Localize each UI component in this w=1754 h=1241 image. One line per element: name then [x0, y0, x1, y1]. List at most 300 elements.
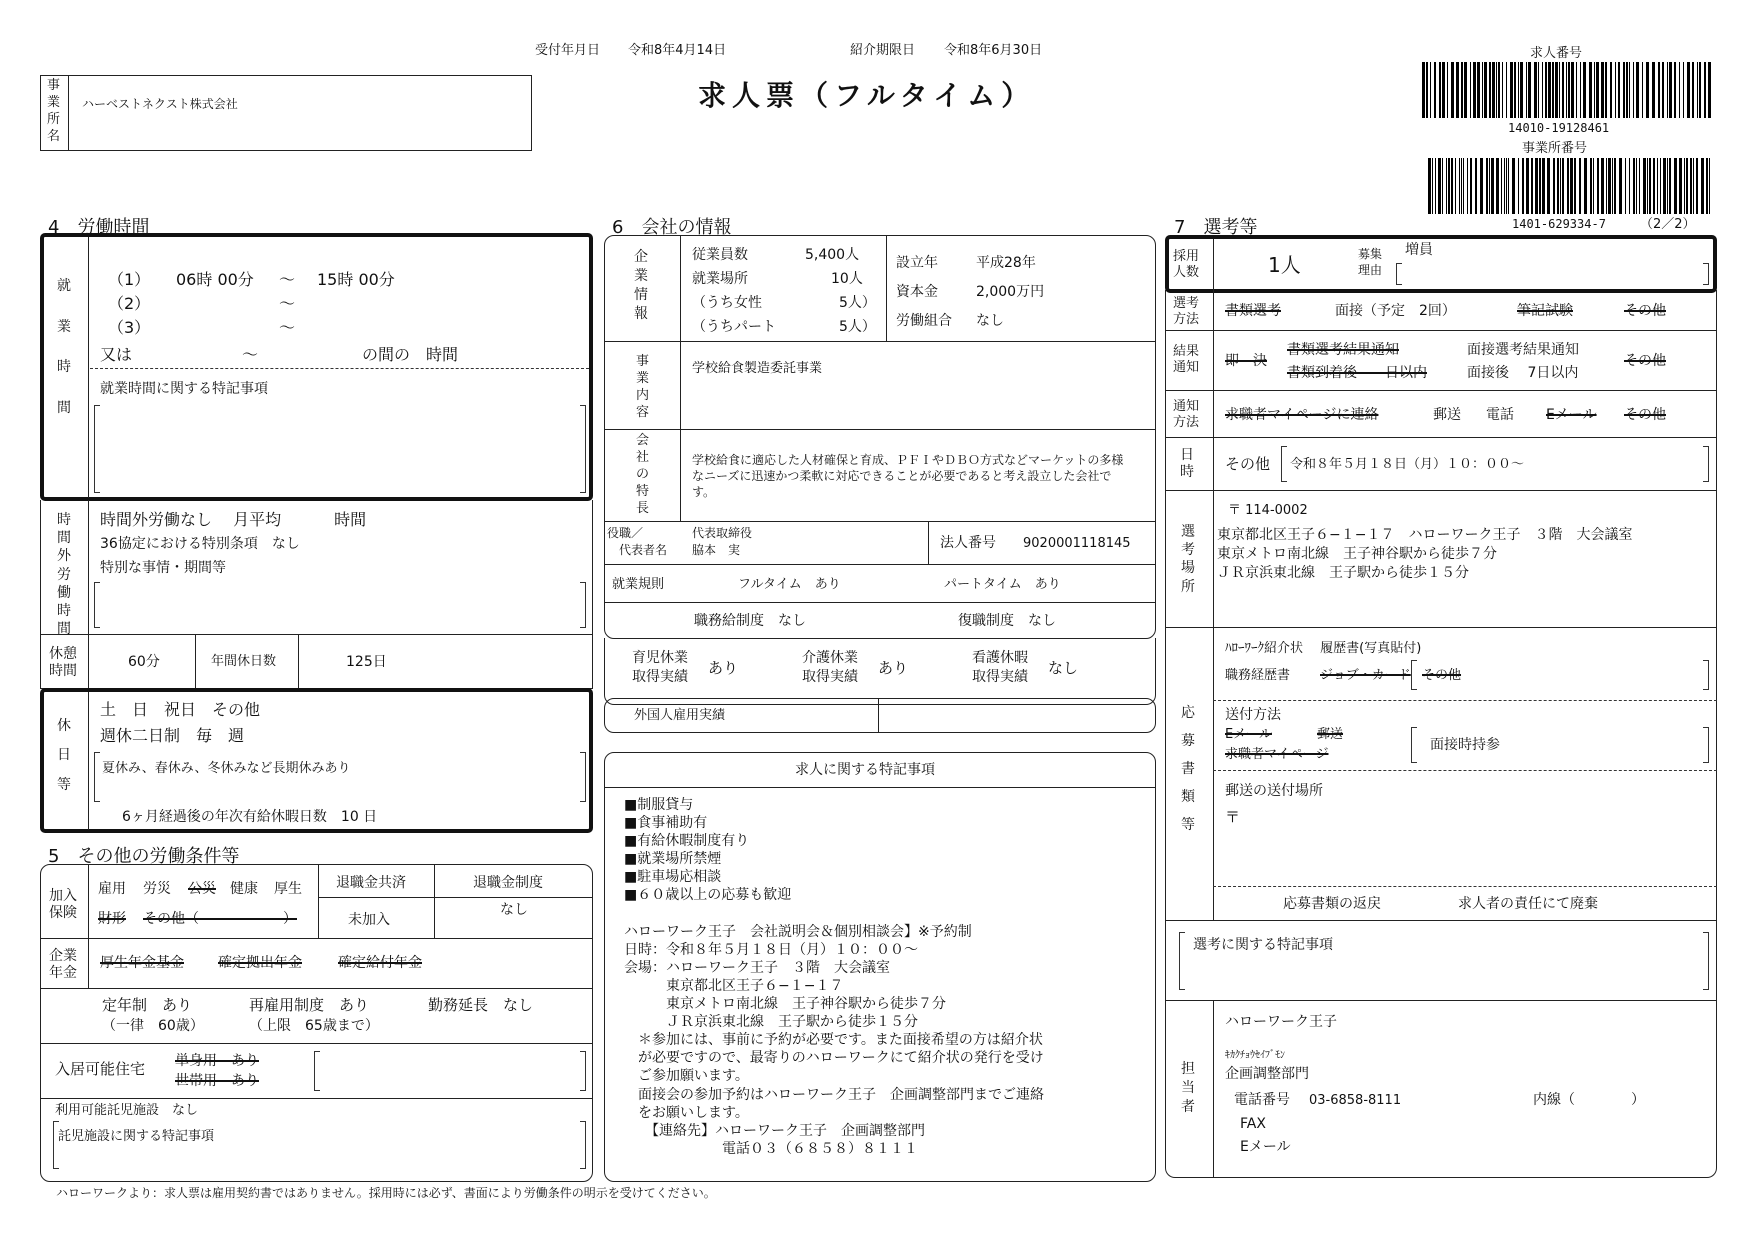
barcode-bar	[1526, 158, 1529, 214]
nursing-leave-value: なし	[1048, 659, 1079, 677]
docs-other: その他	[1422, 668, 1462, 683]
send-mail: 郵送	[1317, 727, 1344, 742]
barcode-bar	[1492, 62, 1495, 118]
barcode-bar	[1501, 158, 1502, 214]
reinstate: 復職制度 なし	[958, 613, 1056, 629]
barcode-bar	[1704, 62, 1706, 118]
barcode-bar	[1629, 158, 1630, 214]
barcode-bar	[1442, 62, 1445, 118]
barcode-bar	[1518, 62, 1519, 118]
notify-label: 通知方法	[1173, 399, 1200, 430]
business-value: 学校給食製造委託事業	[692, 361, 823, 376]
hours-row-1-start: 06時 00分	[176, 270, 254, 289]
barcode-bar	[1448, 158, 1450, 214]
barcode-bar	[1459, 158, 1460, 214]
nursing-leave-label-1: 看護休暇	[972, 650, 1028, 666]
ins-zaikei: 財形	[98, 911, 126, 927]
barcode-bar	[1520, 62, 1523, 118]
phone-value: 03-6858-8111	[1309, 1093, 1402, 1108]
barcode-bar	[1531, 158, 1533, 214]
barcode-bar	[1658, 62, 1660, 118]
barcode-bar	[1693, 158, 1694, 214]
barcode-bar	[1646, 62, 1649, 118]
barcode-bar	[1518, 158, 1519, 214]
barcode-bar	[1489, 158, 1490, 214]
barcode-bar	[1639, 158, 1640, 214]
rules-full: フルタイム あり	[738, 577, 841, 592]
barcode-bar	[1590, 158, 1592, 214]
job-number-label: 求人番号	[1530, 46, 1583, 61]
barcode-bar	[1629, 62, 1630, 118]
barcode-bar	[1568, 62, 1570, 118]
barcode-bar	[1610, 62, 1612, 118]
office-number-barcode	[1428, 158, 1713, 214]
overtime-label: 時 間 外 労 働 時 間	[57, 512, 71, 638]
notify-email: Eメール	[1546, 407, 1597, 423]
barcode-bar	[1608, 158, 1611, 214]
docs-line-1: ﾊﾛｰﾜｰｸ紹介状 履歴書(写真貼付)	[1225, 641, 1422, 656]
capital-label: 資本金	[896, 284, 938, 300]
work-hours-label: 就 業 時 間	[57, 278, 71, 416]
barcode-bar	[1686, 158, 1688, 214]
rep-label-1: 役職／	[607, 526, 644, 540]
company-info-box	[604, 235, 1156, 639]
corp-pension-1: 厚生年金基金	[100, 955, 184, 971]
job-note-line: ハローワーク王子 会社説明会＆個別相談会】※予約制	[624, 923, 972, 940]
barcode-bar	[1467, 158, 1468, 214]
union-label: 労働組合	[896, 313, 952, 329]
ins-other: その他（ ）	[143, 911, 297, 927]
barcode-bar	[1580, 62, 1581, 118]
hours-row-1-end: 15時 00分	[317, 270, 395, 289]
method-written: 筆記試験	[1517, 303, 1573, 319]
barcode-bar	[1606, 158, 1607, 214]
barcode-bar	[1584, 158, 1587, 214]
hours-row-2-tilde: 〜	[279, 294, 296, 313]
barcode-bar	[1560, 158, 1561, 214]
job-note-line: をお願いします。	[624, 1104, 749, 1121]
hours-row-3-tilde: 〜	[279, 318, 296, 337]
barcode-bar	[1574, 158, 1576, 214]
job-number: 14010-19128461	[1508, 121, 1610, 135]
barcode-bar	[1566, 62, 1567, 118]
barcode-bar	[1687, 62, 1690, 118]
job-pay: 職務給制度 なし	[694, 613, 806, 629]
corp-pension-label: 企業年金	[49, 948, 77, 981]
job-note-line	[624, 905, 1144, 923]
barcode-bar	[1426, 62, 1428, 118]
job-note-line: ■６０歳以上の応募も歓迎	[624, 887, 792, 904]
barcode-bar	[1447, 62, 1448, 118]
holiday-label: 休 日 等	[57, 718, 71, 793]
barcode-bar	[1626, 62, 1628, 118]
method-other: その他	[1624, 303, 1666, 319]
barcode-bar	[1667, 158, 1668, 214]
notify-mypage: 求職者マイページに連絡	[1225, 407, 1379, 423]
break-label: 休憩時間	[49, 646, 77, 679]
overtime-line: 時間外労働なし 月平均 時間	[100, 510, 367, 529]
housing-single: 単身用 あり	[175, 1053, 259, 1069]
hours-special-label: 就業時間に関する特記事項	[100, 381, 268, 397]
return-value: 求人者の責任にて廃棄	[1458, 896, 1598, 912]
holiday-days: 土 日 祝日 その他	[100, 700, 261, 719]
job-note-line: 東京メトロ南北線 王子神谷駅から徒歩７分	[624, 996, 946, 1013]
barcode-bar	[1576, 62, 1577, 118]
section-7-title: 7 選考等	[1174, 217, 1258, 238]
barcode-bar	[1559, 62, 1560, 118]
extension: 勤務延長 なし	[428, 996, 534, 1014]
company-label: 事 業 所 名	[47, 78, 61, 144]
housing-family: 世帯用 あり	[175, 1073, 259, 1089]
ins-kousai: 公災	[188, 881, 216, 897]
foreign-label: 外国人雇用実績	[634, 708, 726, 723]
reason-label-2: 理由	[1358, 263, 1383, 277]
job-note-line: ＊参加には、事前に予約が必要です。また面接希望の方は紹介状	[624, 1032, 1043, 1049]
barcode-bar	[1567, 158, 1569, 214]
barcode-bar	[1484, 62, 1487, 118]
business-label: 事 業 内 容	[636, 354, 650, 420]
women-label: （うち女性	[692, 295, 762, 311]
job-note-line: 日時：令和８年５月１８日（月）１０：００〜	[624, 941, 918, 958]
barcode-bar	[1618, 62, 1620, 118]
barcode-bar	[1552, 62, 1554, 118]
overtime-special: 特別な事情・期間等	[100, 560, 226, 576]
workplace-value: 10人	[831, 271, 863, 287]
barcode-bar	[1663, 158, 1666, 214]
hire-label: 採用人数	[1173, 249, 1200, 280]
result-doc-1: 書類選考結果通知	[1287, 342, 1399, 358]
address-label: 郵送の送付場所	[1225, 783, 1323, 799]
barcode-bar	[1473, 62, 1476, 118]
result-other: その他	[1624, 353, 1666, 369]
barcode-bar	[1464, 62, 1467, 118]
barcode-bar	[1475, 158, 1477, 214]
deadline-date: 令和8年6月30日	[944, 43, 1043, 58]
barcode-bar	[1647, 158, 1648, 214]
rehire: 再雇用制度 あり	[249, 996, 370, 1014]
docs-jobcard: ジョブ・カード	[1320, 668, 1411, 683]
barcode-bar	[1486, 158, 1488, 214]
corp-no: 9020001118145	[1023, 536, 1131, 551]
retire-age: 定年制 あり	[102, 996, 193, 1014]
barcode-bar	[1683, 62, 1684, 118]
result-doc-2: 書類到着後 日以内	[1287, 365, 1427, 381]
section-5-title: 5 その他の労働条件等	[48, 846, 240, 867]
rules-label: 就業規則	[612, 577, 665, 592]
barcode-bar	[1674, 62, 1676, 118]
retire-system-label: 退職金制度	[473, 875, 543, 891]
phone-label: 電話番号	[1234, 1092, 1290, 1108]
hours-or-tilde: 〜	[242, 345, 259, 364]
result-interview-2: 面接後 7日以内	[1467, 365, 1579, 381]
deadline-label: 紹介期限日	[850, 43, 916, 58]
barcode-bar	[1422, 62, 1425, 118]
send-label: 送付方法	[1225, 707, 1281, 723]
notify-other: その他	[1624, 407, 1666, 423]
ins-rosai: 労災	[143, 881, 171, 897]
barcode-bar	[1455, 158, 1456, 214]
place-label: 選 考 場 所	[1181, 524, 1195, 595]
received-label: 受付年月日	[535, 43, 601, 58]
barcode-bar	[1512, 158, 1515, 214]
barcode-bar	[1633, 158, 1635, 214]
send-note: 面接時持参	[1430, 737, 1500, 753]
ins-pension: 厚生	[274, 881, 302, 897]
barcode-bar	[1434, 62, 1436, 118]
barcode-bar	[1669, 158, 1671, 214]
ins-employment: 雇用	[98, 881, 126, 897]
notify-mail: 郵送	[1433, 407, 1461, 423]
barcode-bar	[1430, 62, 1431, 118]
barcode-bar	[1553, 158, 1555, 214]
send-email: Eメール	[1225, 727, 1272, 742]
hours-row-1-tilde: 〜	[279, 270, 296, 289]
barcode-bar	[1461, 158, 1462, 214]
barcode-bar	[1451, 62, 1454, 118]
barcode-bar	[1514, 62, 1516, 118]
founded-label: 設立年	[896, 255, 938, 271]
barcode-bar	[1526, 62, 1527, 118]
email-label: Eメール	[1240, 1139, 1291, 1155]
corp-pension-3: 確定給付年金	[338, 955, 422, 971]
barcode-bar	[1470, 158, 1472, 214]
break-value: 60分	[128, 654, 160, 670]
method-label: 選考方法	[1173, 296, 1200, 327]
founded-value: 平成28年	[976, 255, 1036, 271]
barcode-bar	[1589, 62, 1592, 118]
job-note-line: 【連絡先】ハローワーク王子 企画調整部門	[624, 1122, 925, 1139]
retire-mutual-label: 退職金共済	[336, 875, 406, 891]
page-number: （2／2）	[1640, 217, 1696, 232]
reason-label-1: 募集	[1358, 247, 1383, 261]
barcode-bar	[1496, 62, 1497, 118]
feature-label: 会 社 の 特 長	[636, 433, 650, 516]
barcode-bar	[1706, 158, 1708, 214]
corp-no-label: 法人番号	[940, 535, 996, 551]
barcode-bar	[1555, 62, 1558, 118]
hours-row-1-number: （1）	[108, 270, 151, 289]
care-leave-label-2: 取得実績	[802, 669, 858, 685]
part-value: 5人）	[839, 319, 876, 335]
part-label: （うちパート	[692, 319, 776, 335]
housing-label: 入居可能住宅	[55, 1060, 146, 1078]
result-immediate: 即 決	[1225, 353, 1267, 369]
barcode-bar	[1643, 158, 1646, 214]
barcode-bar	[1579, 158, 1581, 214]
selection-notes-label: 選考に関する特記事項	[1193, 937, 1333, 953]
barcode-bar	[1557, 158, 1559, 214]
retire-mutual-value: 未加入	[348, 912, 390, 928]
job-note-line: ■食事補助有	[624, 815, 708, 832]
fax-label: FAX	[1240, 1116, 1266, 1132]
insurance-label: 加入保険	[49, 888, 77, 921]
barcode-bar	[1482, 62, 1483, 118]
barcode-bar	[1642, 62, 1643, 118]
barcode-bar	[1583, 62, 1586, 118]
barcode-bar	[1649, 158, 1651, 214]
footer-note: ハローワークより：求人票は雇用契約書ではありません。採用時には必ず、書面により労働条件の明示を受けてください。	[56, 1186, 716, 1200]
contact-dept: 企画調整部門	[1225, 1066, 1309, 1082]
barcode-bar	[1562, 62, 1564, 118]
place-zip: 〒 114-0002	[1228, 503, 1308, 518]
date-value: 令和８年５月１８日（月）１０：００〜	[1290, 457, 1525, 472]
annual-holidays-label: 年間休日数	[211, 654, 277, 669]
barcode-bar	[1684, 158, 1685, 214]
job-note-line: が必要ですので、最寄りのハローワークにて紹介状の発行を受け	[624, 1050, 1044, 1067]
women-value: 5人）	[839, 295, 876, 311]
barcode-bar	[1699, 62, 1701, 118]
docs-cv: 職務経歴書	[1225, 668, 1291, 683]
barcode-bar	[1667, 62, 1668, 118]
barcode-bar	[1534, 62, 1537, 118]
barcode-bar	[1571, 62, 1574, 118]
job-note-line: ■就業場所禁煙	[624, 851, 722, 868]
date-other: その他	[1225, 455, 1271, 473]
barcode-bar	[1669, 62, 1672, 118]
docs-label: 応 募 書 類 等	[1181, 705, 1195, 833]
barcode-bar	[1522, 158, 1524, 214]
ins-health: 健康	[230, 881, 258, 897]
job-note-line: 東京都北区王子６−１−１７	[624, 977, 844, 994]
barcode-bar	[1596, 62, 1599, 118]
retire-system-value: なし	[500, 902, 528, 918]
place-line-3: ＪＲ京浜東北線 王子駅から徒歩１５分	[1217, 565, 1469, 581]
barcode-bar	[1528, 62, 1531, 118]
date-label: 日時	[1180, 447, 1194, 480]
section-6-title: 6 会社の情報	[612, 217, 732, 238]
company-box	[40, 75, 532, 151]
paid-leave: 6ヶ月経過後の年次有給休暇日数 10 日	[122, 809, 378, 825]
barcode-bar	[1636, 158, 1637, 214]
barcode-bar	[1547, 158, 1550, 214]
hours-or-between: の間の 時間	[362, 345, 459, 364]
holiday-weekly: 週休二日制 毎 週	[100, 726, 245, 745]
feature-value: 学校給食に適応した人材確保と育成、ＰＦＩやＤＢＯ方式などマーケットの多様なニーズに迅速かつ柔軟に対応できることが必要であると考え設立した会社です。	[692, 453, 1124, 500]
office-number-label: 事業所番号	[1522, 141, 1588, 156]
job-note-line: ＪＲ京浜東北線 王子駅から徒歩１５分	[624, 1014, 918, 1031]
barcode-bar	[1451, 158, 1453, 214]
job-note-line: 会場：ハローワーク王子 ３階 大会議室	[624, 959, 890, 976]
barcode-bar	[1496, 158, 1499, 214]
barcode-bar	[1498, 62, 1500, 118]
barcode-bar	[1461, 62, 1463, 118]
rep-name: 脇本 実	[692, 543, 741, 557]
barcode-bar	[1435, 158, 1436, 214]
barcode-bar	[1545, 62, 1547, 118]
barcode-bar	[1625, 158, 1626, 214]
hours-row-3-number: （3）	[108, 318, 151, 337]
barcode-bar	[1456, 62, 1459, 118]
barcode-bar	[1697, 62, 1698, 118]
corp-pension-2: 確定拠出年金	[218, 955, 302, 971]
received-date: 令和8年4月14日	[628, 43, 727, 58]
contact-kana: ｷｶｸﾁｮｳｾｲﾌﾞﾓﾝ	[1225, 1050, 1285, 1061]
contact-office: ハローワーク王子	[1225, 1014, 1337, 1030]
barcode-bar	[1446, 158, 1447, 214]
return-label: 応募書類の返戻	[1283, 896, 1381, 912]
rehire-detail: （上限 65歳まで）	[249, 1018, 379, 1034]
annual-holidays-value: 125日	[346, 654, 387, 670]
barcode-bar	[1653, 158, 1655, 214]
barcode-bar	[1539, 158, 1541, 214]
overtime-36: 36協定における特別条項 なし	[100, 536, 300, 552]
workplace-label: 就業場所	[692, 271, 748, 287]
barcode-bar	[1428, 158, 1431, 214]
method-doc: 書類選考	[1225, 303, 1281, 319]
job-note-line: 面接会の参加予約はハローワーク王子 企画調整部門までご連絡	[624, 1086, 1044, 1103]
barcode-bar	[1442, 158, 1443, 214]
barcode-bar	[1491, 158, 1494, 214]
care-leave-label-1: 介護休業	[802, 650, 858, 666]
holiday-note: 夏休み、春休み、冬休みなど長期休みあり	[102, 761, 351, 776]
care-leave-value: あり	[878, 659, 909, 677]
barcode-bar	[1636, 62, 1639, 118]
barcode-bar	[1477, 62, 1480, 118]
barcode-bar	[1619, 158, 1622, 214]
office-number: 1401-629334-7	[1512, 217, 1606, 231]
barcode-bar	[1542, 158, 1545, 214]
barcode-bar	[1614, 158, 1616, 214]
barcode-bar	[1432, 158, 1433, 214]
barcode-bar	[1506, 158, 1507, 214]
page-title: 求人票（フルタイム）	[698, 79, 1036, 112]
barcode-bar	[1692, 62, 1694, 118]
barcode-bar	[1597, 158, 1599, 214]
hours-row-2-number: （2）	[108, 294, 151, 313]
barcode-bar	[1690, 158, 1692, 214]
barcode-bar	[1548, 62, 1551, 118]
barcode-bar	[1506, 62, 1507, 118]
barcode-bar	[1508, 158, 1509, 214]
barcode-bar	[1660, 158, 1661, 214]
barcode-bar	[1439, 62, 1441, 118]
place-line-2: 東京メトロ南北線 王子神谷駅から徒歩７分	[1217, 546, 1497, 562]
barcode-bar	[1463, 158, 1464, 214]
barcode-bar	[1612, 158, 1613, 214]
hours-or-label: 又は	[100, 345, 133, 364]
barcode-bar	[1708, 62, 1711, 118]
barcode-bar	[1562, 158, 1564, 214]
barcode-bar	[1489, 62, 1491, 118]
childcare-leave-label-1: 育児休業	[632, 650, 688, 666]
job-number-barcode	[1422, 62, 1712, 118]
barcode-bar	[1652, 62, 1655, 118]
barcode-bar	[1502, 62, 1503, 118]
job-note-line: ■制服貸与	[624, 797, 694, 813]
childcare-leave-label-2: 取得実績	[632, 669, 688, 685]
result-interview-1: 面接選考結果通知	[1467, 342, 1579, 358]
barcode-bar	[1542, 62, 1543, 118]
barcode-bar	[1480, 158, 1483, 214]
barcode-bar	[1662, 62, 1664, 118]
method-interview: 面接（予定 2回）	[1335, 303, 1456, 319]
send-mypage: 求職者マイページ	[1225, 747, 1329, 762]
barcode-bar	[1679, 158, 1682, 214]
employees-label: 従業員数	[692, 247, 748, 263]
result-label: 結果通知	[1173, 344, 1200, 375]
childcare-note-label: 託児施設に関する特記事項	[58, 1129, 215, 1144]
barcode-bar	[1605, 62, 1607, 118]
barcode-bar	[1601, 158, 1604, 214]
barcode-bar	[1615, 62, 1616, 118]
break-box	[40, 634, 593, 689]
notify-phone: 電話	[1486, 407, 1514, 423]
job-note-line: ご参加願います。	[624, 1068, 749, 1085]
barcode-bar	[1535, 158, 1538, 214]
ext-label: 内線（ ）	[1533, 1092, 1645, 1108]
capital-value: 2,000万円	[976, 284, 1045, 300]
barcode-bar	[1538, 62, 1539, 118]
